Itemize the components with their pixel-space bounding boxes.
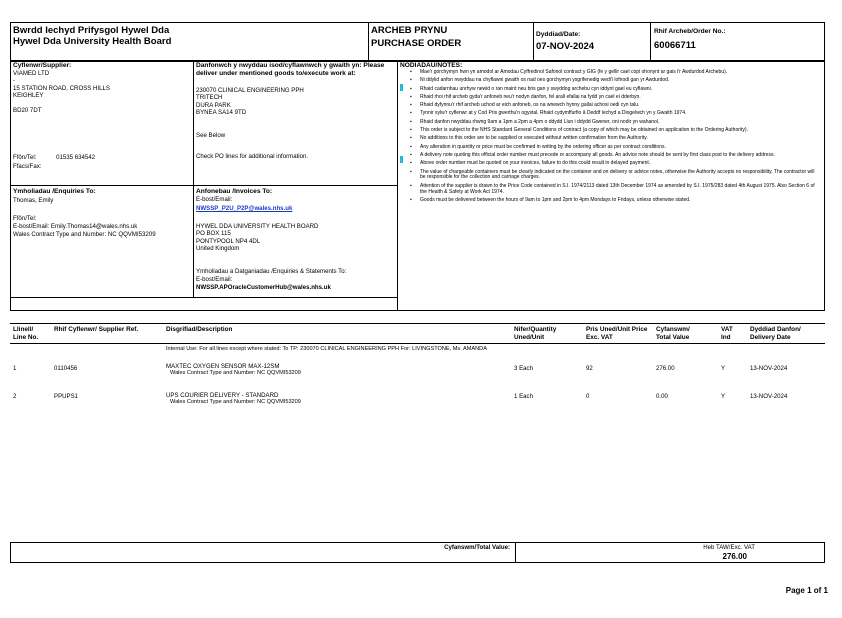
note-item: ▪ This order is subject to the NHS Standard General Conditions of contract (a copy of which may be obtained on application to the Ordering Authority). (400, 128, 820, 134)
notes-list (400, 70, 820, 206)
enquiries-phone-label: Ffôn/Tel: (13, 215, 37, 222)
row-line-no: 1 (13, 365, 17, 372)
note-item: ▪ A delivery note quoting this official order number must precede or accompany all goods. An advice note should be sent by first class post to the delivery address. (400, 153, 820, 159)
order-number-value: 60066711 (654, 40, 696, 51)
row-supplier-ref: 0110456 (54, 365, 78, 372)
enquiries-contract: Wales Contract Type and Number: NC QQVMI53209 (13, 231, 156, 238)
row-total: 0.00 (656, 393, 668, 400)
col-header-description: Disgrifiad/Description (166, 326, 233, 333)
supplier-line: BD20 7DT (13, 107, 42, 115)
note-item: ▪ Rhaid rhoi rhif archeb gyda'r anfoneb neu'r nodyn danfon, fel arall efallai na fydd yn cael ei dderbyn. (400, 95, 820, 101)
delivery-line: TRITECH (196, 94, 223, 102)
delivery-label: Danfonwch y nwyddau isod/cyflawnwch y gwaith yn: Please deliver under mentioned goods to/execute work at: (196, 62, 385, 77)
note-item: ▪ Mae'r gorchymyn hwn yn amodol ar Amodau Cyffredinol Safonol contract y GIG (fe y gellir cael copi ohonynt ar gais i'r Awdurdod Archebu). (400, 70, 820, 76)
title-english: PURCHASE ORDER (371, 38, 462, 49)
delivery-line: 230070 CLINICAL ENGINEERING PPH (196, 87, 304, 94)
row-contract: Wales Contract Type and Number: NC QQVMI53209 (170, 370, 301, 376)
col-header-supplier-ref: Rhif Cyflenwr/ Supplier Ref. (54, 326, 139, 333)
col-header-vat: VAT Ind (721, 326, 733, 341)
row-total: 276.00 (656, 365, 675, 372)
note-item: ▪ Rhaid cadarnhau unrhyw newid o ran maint neu bris gan y swyddog archebu cyn iddynt gael eu cyflawni. (400, 87, 820, 93)
org-name-welsh: Bwrdd Iechyd Prifysgol Hywel Dda (13, 25, 170, 36)
row-description: MAXTEC OXYGEN SENSOR MAX-12SM (166, 363, 280, 370)
row-vat: Y (721, 393, 726, 400)
invoices-line: United Kingdom (196, 245, 240, 253)
row-supplier-ref: PPUPS1 (54, 393, 79, 400)
statements-label: Ymholiadau a Datganiadau /Enquiries & Statements To: (196, 268, 347, 275)
supplier-label: Cyflenwr/Supplier: (13, 62, 72, 69)
page-number: Page 1 of 1 (785, 586, 828, 595)
supplier-line: 15 STATION ROAD, CROSS HILLS (13, 84, 110, 92)
row-line-no: 2 (13, 393, 17, 400)
enquiries-name: Thomas, Emily (13, 197, 54, 204)
row-quantity: 1 Each (514, 393, 533, 400)
note-item: ▪ No additions to this order are to be supplied or executed without written confirmation from the Authority. (400, 136, 820, 142)
supplier-line: KEIGHLEY (13, 92, 44, 100)
col-header-delivery-date: Dyddiad Danfon/ Delivery Date (750, 326, 801, 341)
row-quantity: 3 Each (514, 365, 533, 372)
supplier-phone-label: Ffôn/Tel: (13, 154, 37, 161)
supplier-line: VIAMED LTD (13, 70, 50, 77)
supplier-address (13, 70, 110, 114)
row-delivery-date: 13-NOV-2024 (750, 365, 788, 372)
date-label: Dyddiad/Date: (536, 31, 581, 38)
supplier-phone (13, 154, 95, 161)
col-header-unit-price: Pris Uned/Unit Price Exc. VAT (586, 326, 648, 341)
supplier-line: - (13, 77, 16, 85)
note-item: ▪ Tynnir sylw'r cyflenwr at y Cod Pris gwerthu'n ogystal. Rhaid cydymffurfio â Deddf Iechyd a Diogelwch yn y Gwaith 1974. (400, 111, 820, 117)
delivery-line: BYNEA SA14 9TD (196, 109, 247, 117)
row-delivery-date: 13-NOV-2024 (750, 393, 788, 400)
note-item: ▪ Goods must be delivered between the hours of 9am to 1pm and 2pm to 4pm Mondays to Fridays, unless otherwise stated. (400, 198, 820, 204)
note-item: ▪ Attention of the supplier is drawn to the Price Code contained in S.I. 1974/2113 dated 13th December 1974 as amended by S.I. 1975/283 dated 4th August 1975. Also Section 6 of the Health & Safety at Work Act 1974. (400, 184, 820, 196)
total-label: Cyfanswm/Total Value: (444, 544, 510, 551)
invoices-email-label: E-bost/Email: (196, 196, 233, 203)
total-vat-label: Heb TAW/Exc. VAT (703, 544, 755, 551)
enquiries-email[interactable]: E-bost/Email: Emily.Thomas14@wales.nhs.uk (13, 223, 138, 230)
org-name-english: Hywel Dda University Health Board (13, 36, 172, 47)
delivery-address (196, 87, 304, 117)
delivery-line: DURA PARK (196, 101, 231, 109)
note-item: ▪ Ni ddylid anfon nwyddau na chyflawni gwaith os nad oes gorchymyn ysgrifenedig wedi'i lofnodi gan yr Awdurdod. (400, 78, 820, 84)
note-item: ▪ Rhaid danfon nwyddau rhwng 9am a 1pm a 2pm a 4pm o ddydd Llun i ddydd Gwener, oni nodir yn wahanol. (400, 120, 820, 126)
enquiries-label: Ymholiadau /Enquiries To: (13, 188, 96, 195)
col-header-line: Llinell/ Line No. (13, 326, 39, 341)
note-item: ▪ Above order number must be quoted on your invoices, failure to do this could result in delayed payment. (400, 161, 820, 167)
note-item: ▪ Any alteration in quantity or price must be confirmed in writing by the ordering officer as per contract conditions. (400, 145, 820, 151)
total-value: 276.00 (722, 552, 747, 561)
row-unit-price: 92 (586, 365, 593, 372)
date-value: 07-NOV-2024 (536, 41, 595, 52)
note-item: ▪ Rhaid dyfynnu'r rhif archeb uchod ar eich anfoneb, os na wnewch hynny gallai achosi oedi cyn talu. (400, 103, 820, 109)
row-contract: Wales Contract Type and Number: NC QQVMI53209 (170, 399, 301, 405)
invoices-email-link[interactable]: NWSSP_P2U_P2P@wales.nhs.uk (196, 205, 293, 212)
invoices-line: PO BOX 115 (196, 230, 231, 238)
note-item: ▪ The value of chargeable containers must be clearly indicated on the container and on delivery or advice notes, otherwise the Authority accepts no responsibility. The contractor will be responsible for the collection and carriage charges. (400, 170, 820, 182)
supplier-line (13, 100, 110, 107)
row-unit-price: 0 (586, 393, 590, 400)
invoices-address (196, 223, 318, 253)
title-welsh: ARCHEB PRYNU (371, 25, 448, 36)
notes-label: NODIADAU/NOTES: (400, 62, 463, 69)
row-description: UPS COURIER DELIVERY - STANDARD (166, 392, 279, 399)
statements-email[interactable]: NWSSP.APOracleCustomerHub@wales.nhs.uk (196, 284, 331, 291)
supplier-fax-label: Ffacs/Fax: (13, 163, 42, 170)
supplier-phone-value: 01535 634542 (56, 154, 96, 161)
row-vat: Y (721, 365, 726, 372)
internal-use-note: Internal Use: For all lines except where stated: To TP: 230070 CLINICAL ENGINEERING PPH For: LIVINGSTONE, Ms. AMANDA (166, 346, 487, 352)
col-header-total: Cyfanswm/ Total Value (656, 326, 690, 341)
col-header-quantity: Nifer/Quantity Uned/Unit (514, 326, 557, 341)
order-number-label: Rhif Archeb/Order No.: (654, 28, 726, 35)
invoices-line: PONTYPOOL NP4 4DL (196, 237, 261, 245)
invoices-line: HYWEL DDA UNIVERSITY HEALTH BOARD (196, 223, 319, 230)
see-below-text: See Below (196, 132, 226, 139)
invoices-label: Anfonebau /Invoices To: (196, 188, 273, 195)
statements-email-label: E-bost/Email: (196, 276, 233, 283)
check-po-text: Check PO lines for additional information. (196, 153, 309, 160)
